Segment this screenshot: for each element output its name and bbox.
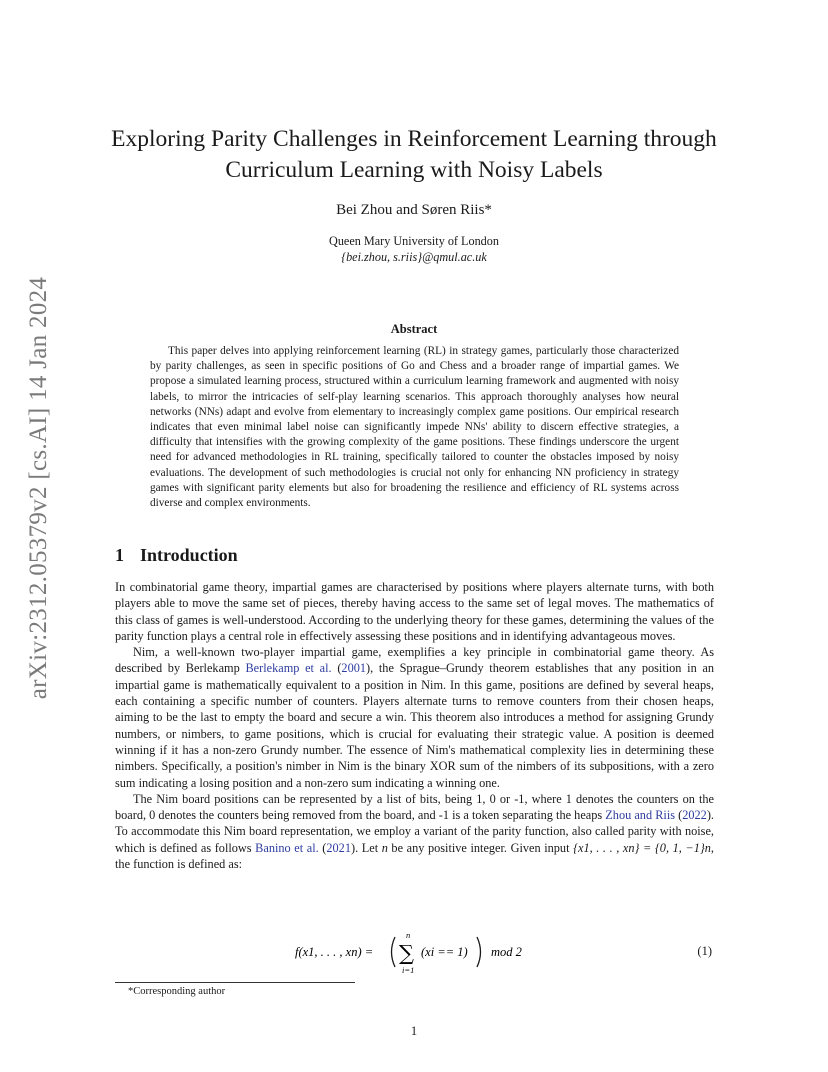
title-line-1: Exploring Parity Challenges in Reinforcement Learning through	[111, 126, 717, 152]
sum-upper-limit: n	[406, 930, 411, 940]
left-paren-icon	[392, 937, 396, 967]
summation-icon: ∑	[399, 941, 414, 965]
math-set: {x1, . . . , xn} = {0, 1, −1}n	[573, 840, 711, 855]
citation-year-link[interactable]: 2021	[326, 840, 351, 855]
citation-year-link[interactable]: 2001	[341, 661, 367, 676]
page-number: 1	[410, 1024, 418, 1038]
footnote-rule	[115, 982, 355, 983]
sum-term: (xi == 1)	[421, 945, 468, 959]
right-paren-icon	[477, 937, 481, 967]
arxiv-id: arXiv:2312.05379v2 [cs.AI] 14 Jan 2024	[25, 276, 53, 700]
paragraph-3	[115, 791, 714, 872]
text-run: ). Let	[350, 840, 382, 855]
author-emails: {bei.zhou, s.riis}@qmul.ac.uk	[341, 250, 487, 264]
abstract-heading: Abstract	[390, 322, 438, 336]
equation-expression	[295, 928, 545, 976]
math-variable: n	[381, 840, 388, 855]
citation-link[interactable]: Zhou and Riis	[605, 808, 676, 823]
equation-1	[115, 928, 714, 976]
paragraph-1: In combinatorial game theory, impartial games are characterised by positions where players alternate turns, with both players able to move the same set of pieces, thereby having access to the same set of legal moves. The mathematics of this class of games is well-understood. According to the underlying theory for these games, determining the values of the parity function plays a central role in effectively assessing these positions and in identifying advantageous moves.	[115, 580, 714, 643]
title-line-2: Curriculum Learning with Noisy Labels	[225, 157, 603, 183]
paragraph-2	[115, 644, 714, 791]
footnote: *Corresponding author	[128, 986, 226, 997]
abstract-text: This paper delves into applying reinforcement learning (RL) in strategy games, particularly those characterized by parity challenges, as seen in specific positions of Go and Chess and a broader range of impartial games. We propose a simulated learning process, structured within a curriculum learning framework and augmented with noisy labels, to mirror the intricacies of self-play learning scenarios. This approach thoroughly analyses how neural networks (NNs) adapt and evolve from elementary to increasingly complex game positions. Our empirical research indicates that even minimal label noise can significantly impede NNs' ability to discern effective strategies, a difficulty that intensifies with the growing complexity of the game positions. These findings underscore the urgent need for advanced methodologies in RL training, specifically tailored to counter the obstacles imposed by noisy evaluations. The development of such methodologies is crucial not only for enhancing NN proficiency in strategy games with significant parity elements but also for broadening the resilience and efficiency of RL systems across diverse and complex environments.	[150, 345, 679, 510]
paper-title	[100, 124, 728, 186]
text-run: (	[331, 661, 342, 676]
authors: Bei Zhou and Søren Riis*	[336, 202, 492, 218]
sum-lower-limit: i=1	[402, 965, 415, 975]
section-number: 1	[115, 545, 124, 565]
section-heading	[115, 545, 238, 566]
text-run: ), the Sprague–Grundy theorem establishes that any position in an impartial game is mathematically equivalent to a position in Nim. In this game, positions are defined by several heaps, each containing a specific number of counters. Players alternate turns to remove counters from their chosen heaps, aiming to be the last to empty the board and secure a win. This theorem also introduces a method for assigning Grundy numbers, or nimbers, to game positions, which is crucial for evaluating their strategic value. A position is deemed winning if it has a non-zero Grundy number. The essence of Nim's mathematical complexity lies in determining these nimbers. Specifically, a position's nimber in Nim is the binary XOR sum of the nimbers of its subpositions, with a zero sum indicating a losing position and a non-zero sum indicating a winning one.	[115, 661, 715, 790]
affiliation: Queen Mary University of London	[329, 234, 499, 248]
equation-number: (1)	[697, 944, 712, 958]
equation-lhs: f(x1, . . . , xn) =	[295, 945, 374, 959]
affiliation-block	[0, 233, 828, 265]
text-run: be any positive integer. Given input	[387, 840, 574, 855]
text-run: ). To accommodate this Nim board representation, we employ a variant of the parity function, also called parity with noise, which is defined as follows	[115, 808, 714, 855]
text-run: (	[318, 840, 327, 855]
citation-link[interactable]: Berlekamp et al.	[245, 661, 332, 676]
citation-link[interactable]: Banino et al.	[255, 840, 319, 855]
arxiv-watermark	[22, 276, 56, 700]
equation-mod: mod 2	[491, 945, 522, 959]
text-run: , the function is defined as:	[115, 840, 714, 872]
text-run: (	[675, 808, 683, 823]
text-run: The Nim board positions can be represented by a list of bits, being 1, 0 or -1, where 1 denotes the counters on the board, 0 denotes the counters being removed from the board, and -1 is a token separating the heaps	[115, 791, 714, 823]
section-title: Introduction	[140, 545, 238, 565]
citation-year-link[interactable]: 2022	[682, 808, 707, 823]
text-run: Nim, a well-known two-player impartial game, exemplifies a key principle in combinatorial game theory. As described by Berlekamp	[115, 645, 714, 676]
body-text	[115, 579, 714, 872]
